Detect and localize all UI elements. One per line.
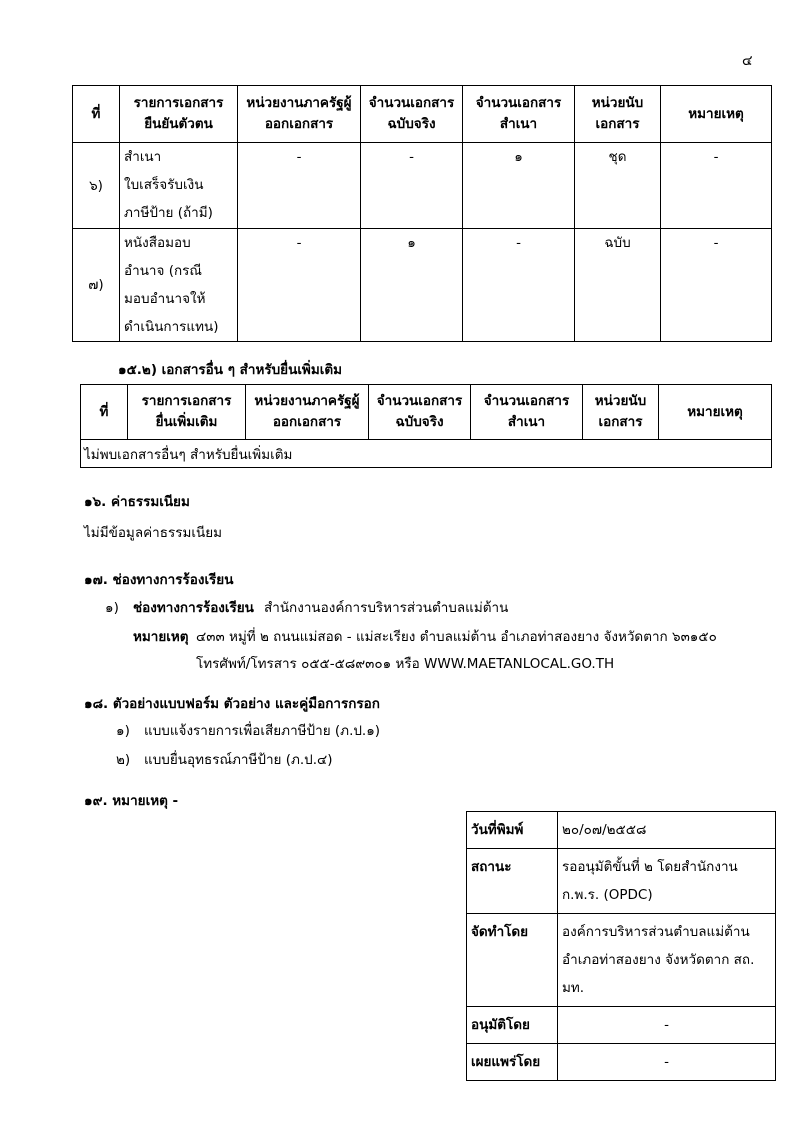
row-document-name bbox=[120, 229, 238, 342]
table-header-row bbox=[81, 385, 772, 440]
row-document-line: อำนาจ (กรณี bbox=[124, 263, 202, 279]
section-17-item-text: สำนักงานองค์การบริหารส่วนตำบลแม่ต้าน bbox=[264, 600, 509, 616]
section-15-2-title: ๑๕.๒) เอกสารอื่น ๆ สำหรับยื่นเพิ่มเติม bbox=[118, 362, 343, 378]
section-17-note-line-1: ๔๓๓ หมู่ที่ ๒ ถนนแม่สอด - แม่สะเรียง ตำบลแม่ต้าน อำเภอท่าสองยาง จังหวัดตาก ๖๓๑๕๐ bbox=[196, 629, 717, 645]
row-agency: - bbox=[238, 143, 361, 229]
row-note: - bbox=[661, 229, 772, 342]
header-note-text: หมายเหตุ bbox=[688, 105, 744, 122]
info-row-status bbox=[467, 849, 776, 914]
section-19-title: ๑๙. หมายเหตุ - bbox=[84, 793, 179, 809]
section-17-item-label: ช่องทางการร้องเรียน bbox=[133, 600, 254, 616]
row-unit: ชุด bbox=[575, 143, 661, 229]
row-note: - bbox=[661, 143, 772, 229]
prepared-by-line: มท. bbox=[562, 980, 585, 996]
header-note-text: หมายเหตุ bbox=[687, 403, 743, 420]
section-18-item-no: ๒) bbox=[116, 752, 131, 768]
info-row-published bbox=[467, 1044, 776, 1081]
status-label: สถานะ bbox=[467, 849, 558, 914]
section-18-item-no: ๑) bbox=[116, 723, 130, 739]
row-no: ๗) bbox=[73, 229, 120, 342]
row-document-line: ดำเนินการแทน) bbox=[124, 319, 219, 335]
print-date-value: ๒๐/๐๗/๒๕๕๘ bbox=[558, 812, 776, 849]
row-copy: - bbox=[463, 229, 575, 342]
page-number: ๔ bbox=[742, 53, 753, 69]
status-value bbox=[558, 849, 776, 914]
identity-documents-table bbox=[72, 85, 772, 342]
document-info-table bbox=[466, 811, 776, 1081]
section-17-title: ๑๗. ช่องทางการร้องเรียน bbox=[84, 572, 234, 588]
section-18-title: ๑๘. ตัวอย่างแบบฟอร์ม ตัวอย่าง และคู่มือการกรอก bbox=[84, 696, 380, 712]
row-document-line: หนังสือมอบ bbox=[124, 235, 191, 251]
header-copy-count: จำนวนเอกสาร สำเนา bbox=[471, 385, 583, 440]
prepared-by-line: อำเภอท่าสองยาง จังหวัดตาก สถ. bbox=[562, 952, 755, 968]
table-row bbox=[73, 143, 772, 229]
print-date-label: วันที่พิมพ์ bbox=[467, 812, 558, 849]
table-row bbox=[73, 229, 772, 342]
prepared-by-value bbox=[558, 914, 776, 1007]
empty-row-text: ไม่พบเอกสารอื่นๆ สำหรับยื่นเพิ่มเติม bbox=[81, 440, 772, 468]
row-no: ๖) bbox=[73, 143, 120, 229]
row-copy: ๑ bbox=[463, 143, 575, 229]
header-no bbox=[81, 385, 128, 440]
header-no bbox=[73, 86, 120, 143]
approved-by-label: อนุมัติโดย bbox=[467, 1007, 558, 1044]
section-16-title: ๑๖. ค่าธรรมเนียม bbox=[84, 494, 190, 510]
row-agency: - bbox=[238, 229, 361, 342]
approved-by-value: - bbox=[558, 1007, 776, 1044]
row-original: ๑ bbox=[361, 229, 463, 342]
section-17-note-label: หมายเหตุ bbox=[133, 629, 189, 645]
header-agency: หน่วยงานภาครัฐผู้ ออกเอกสาร bbox=[238, 86, 361, 143]
info-row-prepared bbox=[467, 914, 776, 1007]
section-17-item-no: ๑) bbox=[105, 600, 119, 616]
published-by-label: เผยแพร่โดย bbox=[467, 1044, 558, 1081]
info-row-print-date bbox=[467, 812, 776, 849]
section-18-item-text: แบบแจ้งรายการเพื่อเสียภาษีป้าย (ภ.ป.๑) bbox=[144, 723, 381, 739]
additional-documents-table bbox=[80, 384, 772, 468]
header-original-count: จำนวนเอกสาร ฉบับจริง bbox=[369, 385, 471, 440]
row-document-line: ภาษีป้าย (ถ้ามี) bbox=[124, 205, 213, 221]
header-no-text: ที่ bbox=[91, 105, 101, 122]
status-line: รออนุมัติขั้นที่ ๒ โดยสำนักงาน bbox=[562, 859, 738, 875]
published-by-value: - bbox=[558, 1044, 776, 1081]
prepared-by-label: จัดทำโดย bbox=[467, 914, 558, 1007]
row-unit: ฉบับ bbox=[575, 229, 661, 342]
table-row bbox=[81, 440, 772, 468]
table-header-row bbox=[73, 86, 772, 143]
header-note bbox=[659, 385, 772, 440]
header-original-count: จำนวนเอกสาร ฉบับจริง bbox=[361, 86, 463, 143]
header-unit: หน่วยนับ เอกสาร bbox=[583, 385, 659, 440]
header-note bbox=[661, 86, 772, 143]
row-document-line: มอบอำนาจให้ bbox=[124, 291, 206, 307]
section-16-text: ไม่มีข้อมูลค่าธรรมเนียม bbox=[84, 525, 222, 541]
header-document-list: รายการเอกสาร ยืนยันตัวตน bbox=[120, 86, 238, 143]
header-copy-count: จำนวนเอกสาร สำเนา bbox=[463, 86, 575, 143]
header-agency: หน่วยงานภาครัฐผู้ ออกเอกสาร bbox=[246, 385, 369, 440]
section-18-item-text: แบบยื่นอุทธรณ์ภาษีป้าย (ภ.ป.๔) bbox=[144, 752, 333, 768]
prepared-by-line: องค์การบริหารส่วนตำบลแม่ต้าน bbox=[562, 924, 750, 940]
row-document-name bbox=[120, 143, 238, 229]
info-row-approved bbox=[467, 1007, 776, 1044]
header-no-text: ที่ bbox=[99, 403, 109, 420]
header-unit: หน่วยนับ เอกสาร bbox=[575, 86, 661, 143]
section-17-note-line-2: โทรศัพท์/โทรสาร ๐๕๕-๕๘๙๓๐๑ หรือ WWW.MAETANLOCAL.GO.TH bbox=[196, 656, 615, 672]
status-line: ก.พ.ร. (OPDC) bbox=[562, 887, 653, 903]
row-document-line: สำเนา bbox=[124, 149, 162, 165]
row-original: - bbox=[361, 143, 463, 229]
row-document-line: ใบเสร็จรับเงิน bbox=[124, 177, 204, 193]
header-document-list: รายการเอกสาร ยื่นเพิ่มเติม bbox=[128, 385, 246, 440]
